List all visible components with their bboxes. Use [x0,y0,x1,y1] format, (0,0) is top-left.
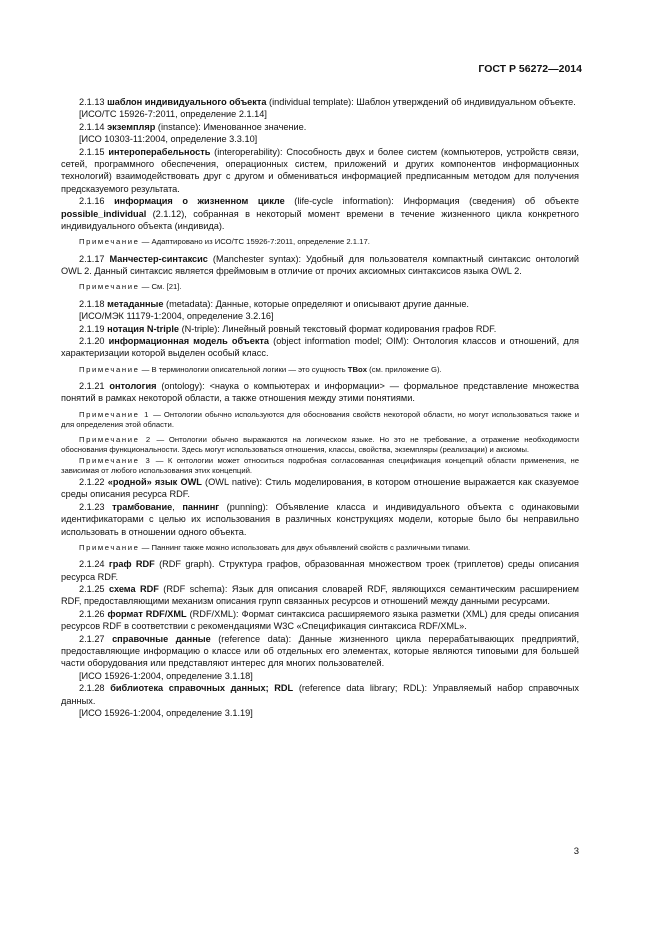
definition-paragraph [61,670,579,682]
paragraph-text: 2.1.25 [79,584,109,594]
paragraph-text: 2.1.14 [79,121,108,132]
paragraph-text: (N-triple): Линейный ровный текстовый формат кодирования графов RDF. [179,323,497,334]
definition-paragraph [61,608,579,633]
definition-paragraph [61,310,579,322]
definition-paragraph [61,476,579,501]
note-bold-term: TBox [347,364,368,374]
paragraph-text: 2.1.28 [79,683,111,694]
note-text: — Онтологии обычно используются для обоснования свойств некоторой области, но могут использоваться также и для определения этой области. [61,409,579,429]
definition-paragraph [61,133,579,145]
term-name: онтология [109,380,157,391]
note-label: Примечание 1 [79,409,151,419]
note-text: — Адаптировано из ИСО/ТС 15926-7:2011, определение 2.1.17. [139,237,370,247]
paragraph-text: 2.1.22 [79,476,108,487]
definition-paragraph [61,707,579,719]
term-name: справочные данные [112,633,211,644]
paragraph-text: (RDF/XML): Формат синтаксиса расширяемого языка разметки (XML) для среды описания ресурсов RDF в соответствии с рекомендациями W3C «Спецификация синтаксиса RDF/XML». [61,608,579,632]
term-name: паннинг [182,501,220,512]
note-paragraph [61,282,579,292]
note-paragraph [61,237,579,247]
page-number: 3 [573,846,579,857]
definition-paragraph [61,298,579,310]
paragraph-text: 2.1.17 [79,253,110,264]
paragraph-text: (2.1.12), собранная в некоторый момент времени в течение жизненного цикла конкретного индивидуального объекта (индивида). [61,208,579,232]
note-text: (см. приложение G). [367,364,442,374]
note-text: — См. [21]. [139,282,182,292]
term-name: шаблон индивидуального объекта [107,97,267,107]
paragraph-text: (reference data library; RDL): Управляемый набор справочных данных. [61,683,579,706]
definition-paragraph [61,501,579,538]
definition-paragraph [61,682,579,707]
note-paragraph [61,365,579,375]
paragraph-text: (RDF schema): Язык для описания словарей RDF, являющихся семантическим расширением RDF, предоставляющими механизм описания групп связанных ресурсов и отношений между данными ресурсами. [61,584,579,607]
paragraph-text: [ИСО 10303-11:2004, определение 3.3.10] [79,134,258,145]
paragraph-text: 2.1.13 [79,97,108,107]
term-name: информационная модель объекта [108,335,270,346]
note-paragraph [61,456,579,476]
note-label: Примечание [79,542,140,552]
paragraph-text: (life-cycle information): Информация (сведения) об объекте [284,196,579,207]
note-label: Примечание [79,282,140,292]
definition-paragraph [61,558,579,583]
paragraph-text: (object information model; OIM): Онтология классов и отношений, для характеризации которой выделен особый класс. [61,335,579,359]
term-name: Манчестер-синтаксис [109,253,208,264]
term-name: интероперабельность [108,146,211,157]
paragraph-text: 2.1.18 [79,298,108,309]
paragraph-text: (OWL native): Стиль моделирования, в котором отношение выражается как сказуемое среды описания ресурса RDF. [61,476,579,500]
paragraph-text: (interoperability): Способность двух и более систем (компьютеров, устройств связи, сетей, программного обеспечения, операционных систем, приложений и других компонентов информационных технологий) взаимодействовать друг с другом и обмениваться информацией предписанным методом для получения предсказуемого результата. [61,146,579,194]
paragraph-text: 2.1.27 [79,633,113,644]
definition-paragraph [61,108,579,120]
paragraph-text: 2.1.15 [79,146,109,157]
paragraph-text: 2.1.19 [79,323,108,334]
definition-paragraph [61,146,579,196]
paragraph-text: [ИСО/МЭК 11179-1:2004, определение 3.2.16] [79,311,274,322]
definition-paragraph [61,253,579,278]
term-name: трамбование [112,501,173,512]
paragraph-text: (metadata): Данные, которые определяют и описывают другие данные. [163,298,469,309]
paragraph-text: 2.1.26 [79,608,108,619]
paragraph-text: [ИСО 15926-1:2004, определение 3.1.19] [79,708,253,719]
term-name: нотация N-triple [107,323,180,334]
paragraph-text: (individual template): Шаблон утверждений об индивидуальном объекте. [266,97,576,107]
note-label: Примечание [79,364,140,374]
term-name: «родной» язык OWL [107,476,202,487]
paragraph-text: (instance): Именованное значение. [155,121,307,132]
note-text: — К онтологии может относиться подробная согласованная спецификация концепций области применения, не зависимая от любого использования этих концепций. [61,455,580,475]
note-label: Примечание 3 [79,455,152,465]
term-name: possible_individual [61,208,147,219]
note-paragraph [61,410,579,430]
note-text: — Паннинг также можно использовать для двух объявлений свойств с различными типами. [139,542,471,552]
term-name: граф RDF [108,559,155,570]
definition-paragraph [61,583,579,608]
definition-paragraph [61,323,579,335]
paragraph-text: [ИСО/ТС 15926-7:2011, определение 2.1.14] [79,109,267,120]
definition-paragraph [61,195,579,232]
paragraph-text: 2.1.24 [79,559,109,570]
paragraph-text: 2.1.16 [79,196,115,207]
term-name: экземпляр [107,121,156,132]
note-text: — Онтологии обычно выражаются на логическом языке. Но это не требование, а отражение необходимости обоснования функциональности. Здесь могут использоваться отношения, классы, свойства, экземпляры (реализации) и аксиомы. [61,435,579,455]
paragraph-text: (reference data): Данные жизненного цикла перерабатывающих предприятий, предоставляющие информацию о классе или об отдельных его элементах, которые являются типовыми для большей части оборудования или представляют интерес для многих пользователей. [61,633,579,669]
term-name: метаданные [107,298,164,309]
definition-paragraph [61,335,579,360]
document-body [61,96,579,719]
paragraph-text: 2.1.21 [79,380,110,391]
note-paragraph [61,435,579,455]
definition-paragraph [61,96,579,108]
term-name: схема RDF [108,584,159,594]
definition-paragraph [61,380,579,405]
note-paragraph [61,543,579,553]
paragraph-text: (Manchester syntax): Удобный для пользователя компактный синтаксис онтологий OWL 2. Данный синтаксис является фреймовым в отличие от прочих аксиомных синтаксисов языка OWL 2. [61,253,579,277]
term-name: информация о жизненном цикле [114,196,285,207]
paragraph-text: (ontology): <наука о компьютерах и информации> — формальное представление множества понятий в рамках некоторой области, а также отношения между этими понятиями. [61,380,579,404]
paragraph-text: (punning): Объявление класса и индивидуального объекта с одинаковыми идентификаторами с целью их использования в различных конструкциях модели, которые было бы неправильно использовать в отношении одного объекта. [61,501,580,537]
definition-paragraph [61,633,579,670]
term-name: формат RDF/XML [107,608,187,619]
paragraph-text: (RDF graph). Структура графов, образованная множеством троек (триплетов) среды описания ресурса RDF. [61,559,579,582]
term-name: библиотека справочных данных; RDL [110,683,294,694]
paragraph-text: 2.1.23 [79,501,113,512]
note-text: — В терминологии описательной логики — это сущность [139,364,348,374]
definition-paragraph [61,121,579,133]
paragraph-text: , [172,501,183,512]
paragraph-text: 2.1.20 [79,335,109,346]
note-label: Примечание 2 [79,435,152,445]
note-label: Примечание [79,237,140,247]
document-header: ГОСТ Р 56272—2014 [478,63,582,75]
paragraph-text: [ИСО 15926-1:2004, определение 3.1.18] [79,670,253,681]
